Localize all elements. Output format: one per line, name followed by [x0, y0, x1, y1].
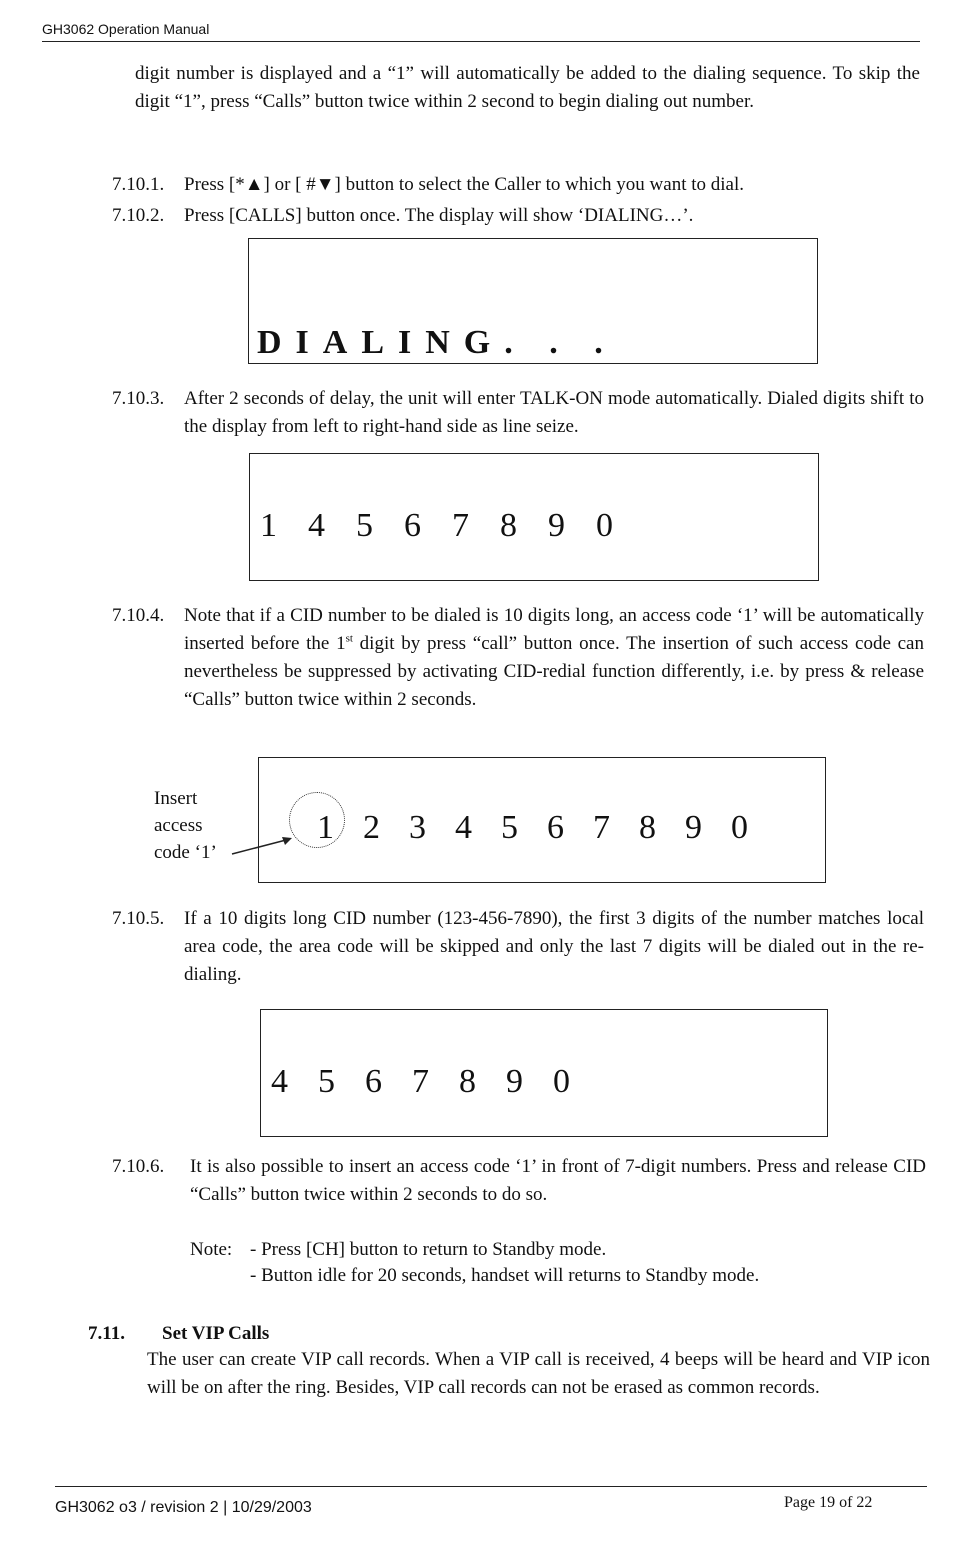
footer-rule: [55, 1486, 927, 1487]
intro-paragraph: digit number is displayed and a “1” will automatically be added to the dialing sequence. To skip the digit “1”, press “Calls” button twice within 2 second to begin dialing out number.: [135, 63, 920, 112]
lcd-display-access-code: [258, 757, 826, 883]
item-text: Press [*▲] or [ #▼] button to select the Caller to which you want to dial.: [184, 174, 744, 195]
digit: 8: [500, 507, 517, 544]
arrow-icon: [228, 830, 298, 860]
section-body: The user can create VIP call records. When a VIP call is received, 4 beeps will be heard and VIP icon will be on after the ring. Besides, VIP call records can not be erased as common records.: [147, 1349, 930, 1398]
lcd-display-dialing: [248, 238, 818, 364]
digit: 0: [731, 809, 748, 846]
digit: 0: [553, 1063, 570, 1100]
talk-on-digits: [260, 508, 644, 544]
area-skipped-digits: [271, 1064, 600, 1100]
insert-label-line: Insert: [154, 788, 198, 809]
item-number: 7.10.5.: [112, 908, 165, 929]
lcd-display-talk-on: [249, 453, 819, 581]
item-text: Note that if a CID number to be dialed is 10 digits long, an access code ‘1’ will be automatically inserted before the 1st digit by press “call” button once. The insertion of such access code can nevertheless be suppressed by activating CID-redial function differently, i.e. by press & release “Calls” button twice within 2 seconds.: [184, 605, 924, 710]
dialing-text: DIALING. . .: [257, 324, 617, 361]
access-code-digit: 1: [317, 809, 334, 846]
item-number: 7.10.3.: [112, 388, 165, 409]
digit: 7: [593, 809, 610, 846]
note-prefix: Note:: [190, 1239, 233, 1260]
digit: 5: [501, 809, 518, 846]
digit: 4: [455, 809, 472, 846]
lcd-display-area-skipped: [260, 1009, 828, 1137]
item-number: 7.10.4.: [112, 605, 165, 626]
item-number: 7.10.6.: [112, 1156, 165, 1177]
insert-label-line: code ‘1’: [154, 842, 217, 863]
item-text: If a 10 digits long CID number (123-456-7890), the first 3 digits of the number matches local area code, the area code will be skipped and only the last 7 digits will be dialed out in the re-dialing.: [184, 908, 924, 985]
item-text: It is also possible to insert an access code ‘1’ in front of 7-digit numbers. Press and release CID “Calls” button twice within 2 seconds to do so.: [190, 1156, 926, 1205]
digit: 6: [547, 809, 564, 846]
note-line: - Press [CH] button to return to Standby mode.: [250, 1239, 607, 1260]
digit: 5: [318, 1063, 335, 1100]
digit: 9: [506, 1063, 523, 1100]
digit: 6: [404, 507, 421, 544]
item-number: 7.10.2.: [112, 205, 165, 226]
digit: 9: [685, 809, 702, 846]
digit: 7: [412, 1063, 429, 1100]
digit: 8: [639, 809, 656, 846]
digit: 0: [596, 507, 613, 544]
access-digits: [317, 810, 777, 846]
section-number: 7.11.: [88, 1323, 125, 1344]
digit: 4: [271, 1063, 288, 1100]
digit: 5: [356, 507, 373, 544]
insert-label-line: access: [154, 815, 203, 836]
item-number: 7.10.1.: [112, 174, 165, 195]
item-text: Press [CALLS] button once. The display will show ‘DIALING…’.: [184, 205, 694, 226]
digit: 3: [409, 809, 426, 846]
header-rule: [42, 41, 920, 42]
footer-page-number: Page 19 of 22: [784, 1494, 873, 1511]
digit: 9: [548, 507, 565, 544]
item-text: After 2 seconds of delay, the unit will enter TALK-ON mode automatically. Dialed digits shift to the display from left to right-hand side as line seize.: [184, 388, 924, 437]
digit: 2: [363, 809, 380, 846]
digit: 8: [459, 1063, 476, 1100]
note-line: - Button idle for 20 seconds, handset will returns to Standby mode.: [250, 1265, 760, 1286]
digit: 6: [365, 1063, 382, 1100]
section-title: Set VIP Calls: [162, 1323, 270, 1344]
digit: 1: [260, 507, 277, 544]
header-title: GH3062 Operation Manual: [42, 21, 210, 37]
digit: 7: [452, 507, 469, 544]
footer-doc-info: GH3062 o3 / revision 2 | 10/29/2003: [55, 1499, 312, 1516]
digit: 4: [308, 507, 325, 544]
